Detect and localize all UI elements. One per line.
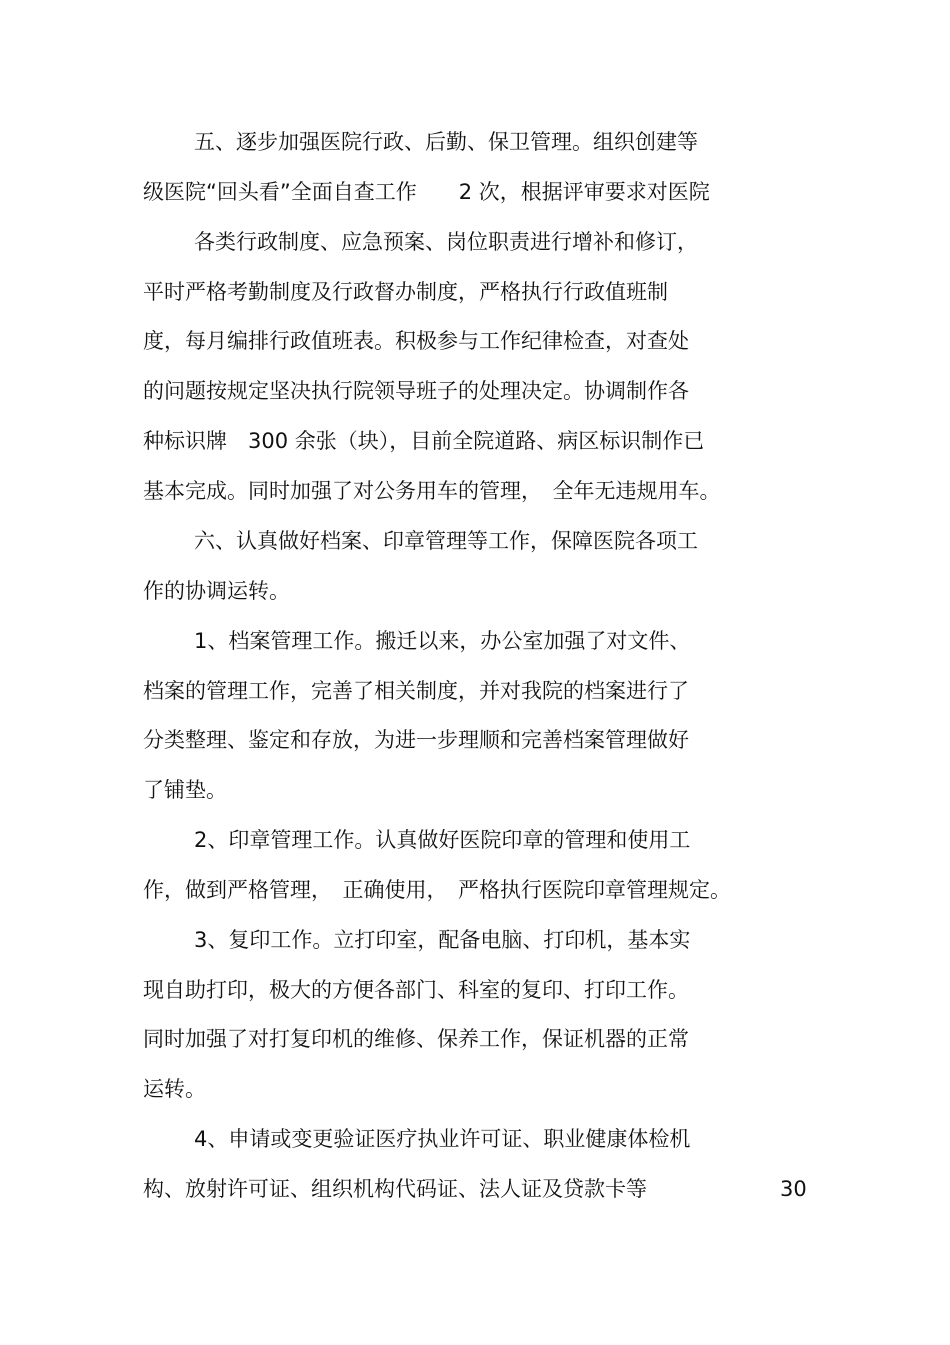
- page-number: 30: [780, 1177, 807, 1201]
- text-line: 同时加强了对打复印机的维修、保养工作，保证机器的正常: [143, 1027, 689, 1051]
- text-line: 六、认真做好档案、印章管理等工作，保障医院各项工: [194, 529, 698, 553]
- text-line: 1、档案管理工作。搬迁以来，办公室加强了对文件、: [194, 629, 691, 653]
- text-line: 各类行政制度、应急预案、岗位职责进行增补和修订，: [194, 230, 698, 254]
- text-line: 种标识牌 300 余张（块），目前全院道路、病区标识制作已: [143, 429, 705, 453]
- text-line: 级医院“回头看”全面自查工作 2 次，根据评审要求对医院: [143, 180, 710, 204]
- text-line: 五、逐步加强医院行政、后勤、保卫管理。组织创建等: [194, 130, 698, 154]
- text-line: 基本完成。同时加强了对公务用车的管理， 全年无违规用车。: [143, 479, 721, 503]
- text-line: 作的协调运转。: [143, 579, 290, 603]
- text-line: 3、复印工作。立打印室，配备电脑、打印机，基本实: [194, 928, 691, 952]
- text-line: 了铺垫。: [143, 778, 227, 802]
- text-line: 作，做到严格管理， 正确使用， 严格执行医院印章管理规定。: [143, 878, 731, 902]
- text-line: 2、印章管理工作。认真做好医院印章的管理和使用工: [194, 828, 691, 852]
- text-line: 的问题按规定坚决执行院领导班子的处理决定。协调制作各: [143, 379, 689, 403]
- text-line: 分类整理、鉴定和存放，为进一步理顺和完善档案管理做好: [143, 728, 689, 752]
- text-line: 平时严格考勤制度及行政督办制度，严格执行行政值班制: [143, 280, 668, 304]
- text-line: 运转。: [143, 1077, 206, 1101]
- text-line: 档案的管理工作，完善了相关制度，并对我院的档案进行了: [143, 679, 689, 703]
- text-line: 构、放射许可证、组织机构代码证、法人证及贷款卡等: [143, 1177, 647, 1201]
- text-line: 度，每月编排行政值班表。积极参与工作纪律检查，对查处: [143, 329, 689, 353]
- text-line: 4、申请或变更验证医疗执业许可证、职业健康体检机: [194, 1127, 691, 1151]
- text-line: 现自助打印，极大的方便各部门、科室的复印、打印工作。: [143, 978, 689, 1002]
